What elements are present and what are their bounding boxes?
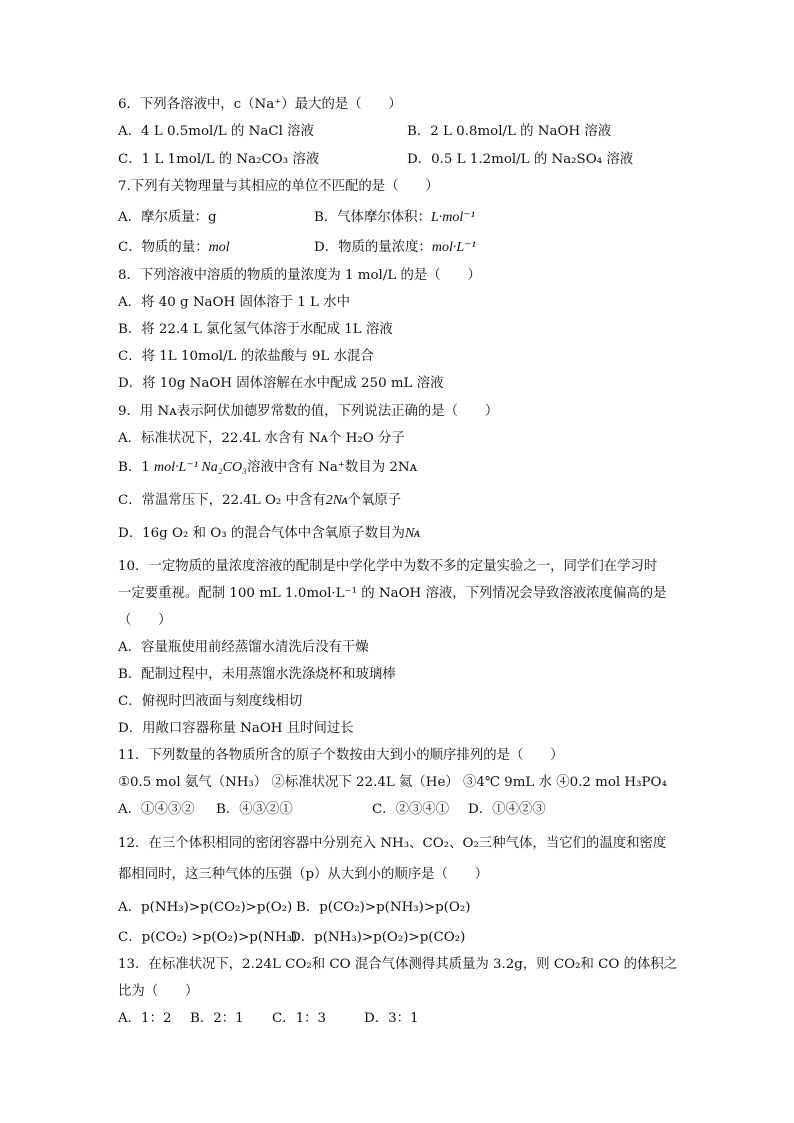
q11-option-b: B．④③②①: [216, 802, 293, 817]
q11-stem: 11．下列数量的各物质所含的原子个数按由大到小的顺序排列的是（ ）: [118, 748, 564, 763]
q13-stem: 13．在标准状况下，2.24L CO₂和 CO 混合气体测得其质量为 3.2g，则 CO₂和 CO 的体积之: [118, 957, 678, 972]
q9-option-d: [118, 524, 420, 544]
q7-c-unit: mol: [208, 240, 230, 255]
q7-option-c: [118, 238, 230, 258]
q13-option-d: D．3：1: [364, 1011, 419, 1026]
q9-d-expr: Nᴀ: [404, 526, 420, 541]
q11-option-c: C．②③④①: [372, 802, 450, 817]
q9-option-c: [118, 491, 401, 511]
q7-option-b: [314, 208, 475, 228]
q6-option-c: C．1 L 1mol/L 的 Na₂CO₃ 溶液: [118, 152, 320, 167]
q10-stem-line3: （ ）: [118, 613, 172, 628]
q12-option-d: D．p(NH₃)>p(O₂)>p(CO₂): [290, 930, 466, 945]
q12-option-b: B．p(CO₂)>p(NH₃)>p(O₂): [296, 900, 471, 915]
q6-option-a: A．4 L 0.5mol/L 的 NaCl 溶液: [118, 124, 314, 139]
q10-stem: 10．一定物质的量浓度溶液的配制是中学化学中为数不多的定量实验之一，同学们在学习时: [118, 559, 658, 574]
q12-option-c: C．p(CO₂) >p(O₂)>p(NH₃): [118, 930, 298, 945]
q8-option-c: C．将 1L 10mol/L 的浓盐酸与 9L 水混合: [118, 349, 374, 364]
q10-option-a: A．容量瓶使用前经蒸馏水清洗后没有干燥: [118, 640, 369, 655]
q8-option-d: D．将 10g NaOH 固体溶解在水中配成 250 mL 溶液: [118, 376, 444, 391]
q9-option-a: A．标准状况下，22.4L 水含有 Nᴀ个 H₂O 分子: [118, 431, 405, 446]
q13-option-a: A．1：2: [118, 1011, 172, 1026]
q12-stem: 12．在三个体积相同的密闭容器中分别充入 NH₃、CO₂、O₂三种气体，当它们的温度和密度: [118, 836, 667, 851]
q9-c-tail: 个氧原子: [347, 493, 402, 508]
q7-stem: 7.下列有关物理量与其相应的单位不匹配的是（ ）: [118, 179, 439, 194]
q12-option-a: A．p(NH₃)>p(CO₂)>p(O₂): [118, 900, 293, 915]
q7-option-d: [314, 238, 476, 258]
q13-option-b: B．2：1: [190, 1011, 244, 1026]
q10-option-b: B．配制过程中，未用蒸馏水洗涤烧杯和玻璃棒: [118, 667, 396, 682]
q11-option-a: A．①④③②: [118, 802, 195, 817]
q8-stem: 8．下列溶液中溶质的物质的量浓度为 1 mol/L 的是（ ）: [118, 268, 481, 283]
q10-option-d: D．用敞口容器称量 NaOH 且时间过长: [118, 721, 354, 736]
q10-option-c: C．俯视时凹液面与刻度线相切: [118, 694, 303, 709]
q7-option-b-label: B．气体摩尔体积：: [314, 210, 431, 225]
q13-option-c: C．1：3: [272, 1011, 327, 1026]
q8-option-a: A．将 40 g NaOH 固体溶于 1 L 水中: [118, 295, 350, 310]
q7-option-a: A．摩尔质量：g: [118, 210, 217, 225]
q9-b-expr: mol·L⁻¹ Na₂CO₃: [154, 460, 247, 475]
q13-stem-line2: 比为（ ）: [118, 984, 199, 999]
q10-stem-line2: 一定要重视。配制 100 mL 1.0mol·L⁻¹ 的 NaOH 溶液，下列情况会导致溶液浓度偏高的是: [118, 586, 667, 601]
q7-option-d-label: D．物质的量浓度：: [314, 240, 432, 255]
q9-option-c-label: C．常温常压下，22.4L O₂ 中含有: [118, 493, 326, 508]
q6-option-b: B．2 L 0.8mol/L 的 NaOH 溶液: [407, 124, 612, 139]
q9-stem: 9．用 Nᴀ表示阿伏加德罗常数的值，下列说法正确的是（ ）: [118, 404, 499, 419]
q9-option-b: [118, 458, 417, 478]
q6-stem: 6．下列各溶液中，c（Na⁺）最大的是（ ）: [118, 97, 402, 112]
q9-b-tail: 溶液中含有 Na⁺数目为 2Nᴀ: [246, 460, 418, 475]
q9-option-b-label: B．1: [118, 460, 150, 475]
q7-d-unit: mol·L⁻¹: [431, 240, 476, 255]
q8-option-b: B．将 22.4 L 氯化氢气体溶于水配成 1L 溶液: [118, 322, 393, 337]
q9-option-d-label: D．16g O₂ 和 O₃ 的混合气体中含氧原子数目为: [118, 526, 405, 541]
q11-option-d: D．①④②③: [468, 802, 546, 817]
q7-b-unit: L·mol⁻¹: [430, 210, 475, 225]
q9-c-expr: 2Nᴀ: [325, 493, 348, 508]
q7-option-c-label: C．物质的量：: [118, 240, 209, 255]
q12-stem-line2: 都相同时，这三种气体的压强（p）从大到小的顺序是（ ）: [118, 867, 489, 882]
q6-option-d: D．0.5 L 1.2mol/L 的 Na₂SO₄ 溶液: [407, 152, 634, 167]
q11-stem-line2: ①0.5 mol 氨气（NH₃） ②标准状况下 22.4L 氦（He） ③4℃ 9mL 水 ④0.2 mol H₃PO₄: [118, 775, 667, 790]
